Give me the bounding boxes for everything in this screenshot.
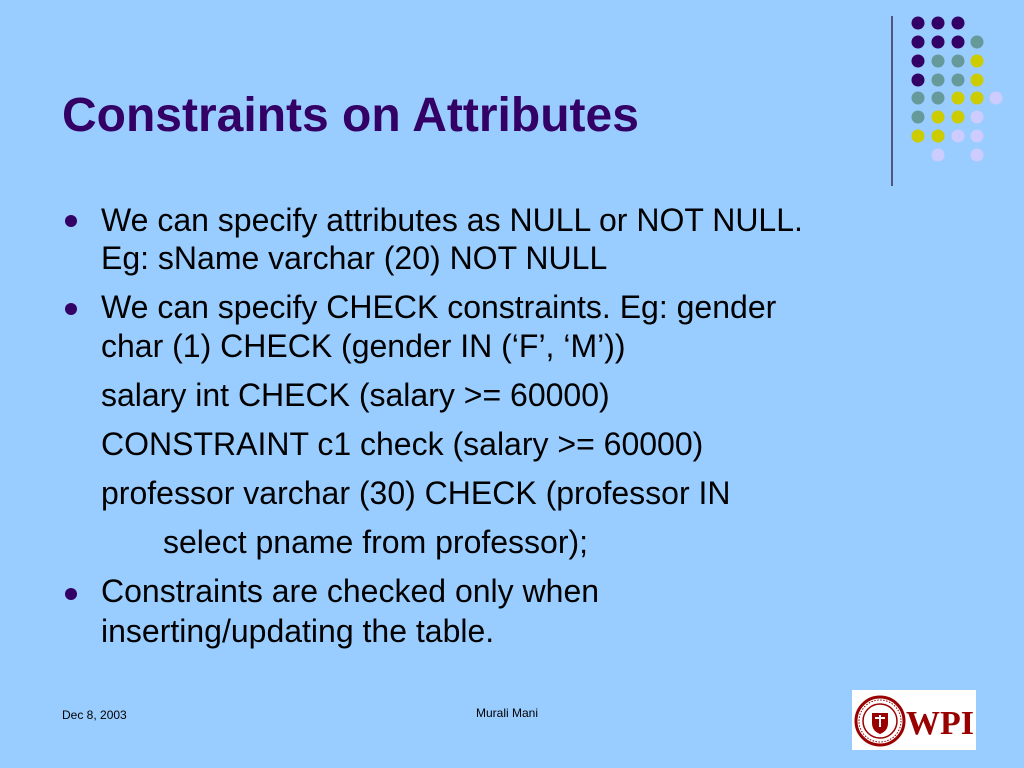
dot [952, 130, 965, 143]
bullet-1-line-2: Eg: sName varchar (20) NOT NULL [101, 240, 608, 276]
code-line-3: professor varchar (30) CHECK (professor IN [101, 475, 731, 511]
code-line-2: CONSTRAINT c1 check (salary >= 60000) [101, 426, 704, 462]
wpi-logo-text: WPI [906, 705, 974, 742]
wpi-logo [852, 690, 976, 750]
bullet-1-line-1: We can specify attributes as NULL or NOT NULL. [101, 202, 803, 238]
bullet-2-line-2: char (1) CHECK (gender IN (‘F’, ‘M’)) [101, 328, 626, 364]
dot [952, 92, 965, 105]
code-line-1: salary int CHECK (salary >= 60000) [101, 377, 610, 413]
dot [932, 74, 945, 87]
footer-date: Dec 8, 2003 [62, 708, 127, 722]
slide-title: Constraints on Attributes [62, 89, 639, 142]
dot [952, 17, 965, 30]
footer-author: Murali Mani [476, 706, 539, 720]
dot [912, 111, 925, 124]
bullet-3-line-1: Constraints are checked only when [101, 573, 600, 609]
dot [952, 74, 965, 87]
dot [952, 36, 965, 49]
bullet-dot [65, 215, 77, 227]
dot [932, 149, 945, 162]
dot [912, 36, 925, 49]
wpi-logo-graphic [852, 690, 976, 750]
dot [932, 92, 945, 105]
dot [912, 74, 925, 87]
dot [971, 74, 984, 87]
dot [912, 92, 925, 105]
bullet-dot [65, 588, 77, 600]
dot [912, 55, 925, 68]
bullet-dot [65, 303, 77, 315]
dot [912, 130, 925, 143]
dot [952, 111, 965, 124]
bullet-3-line-2: inserting/updating the table. [101, 613, 495, 649]
dot [932, 111, 945, 124]
dot [912, 17, 925, 30]
dot [932, 36, 945, 49]
dot [971, 149, 984, 162]
divider-line [891, 16, 893, 186]
bullet-2-line-1: We can specify CHECK constraints. Eg: gender [101, 289, 777, 325]
dot [971, 130, 984, 143]
dot [971, 36, 984, 49]
dot [952, 55, 965, 68]
dot [971, 55, 984, 68]
code-line-4: select pname from professor); [163, 524, 589, 560]
dot [932, 130, 945, 143]
dot [971, 111, 984, 124]
dot [932, 17, 945, 30]
dot [932, 55, 945, 68]
dot [990, 92, 1003, 105]
dot [971, 92, 984, 105]
